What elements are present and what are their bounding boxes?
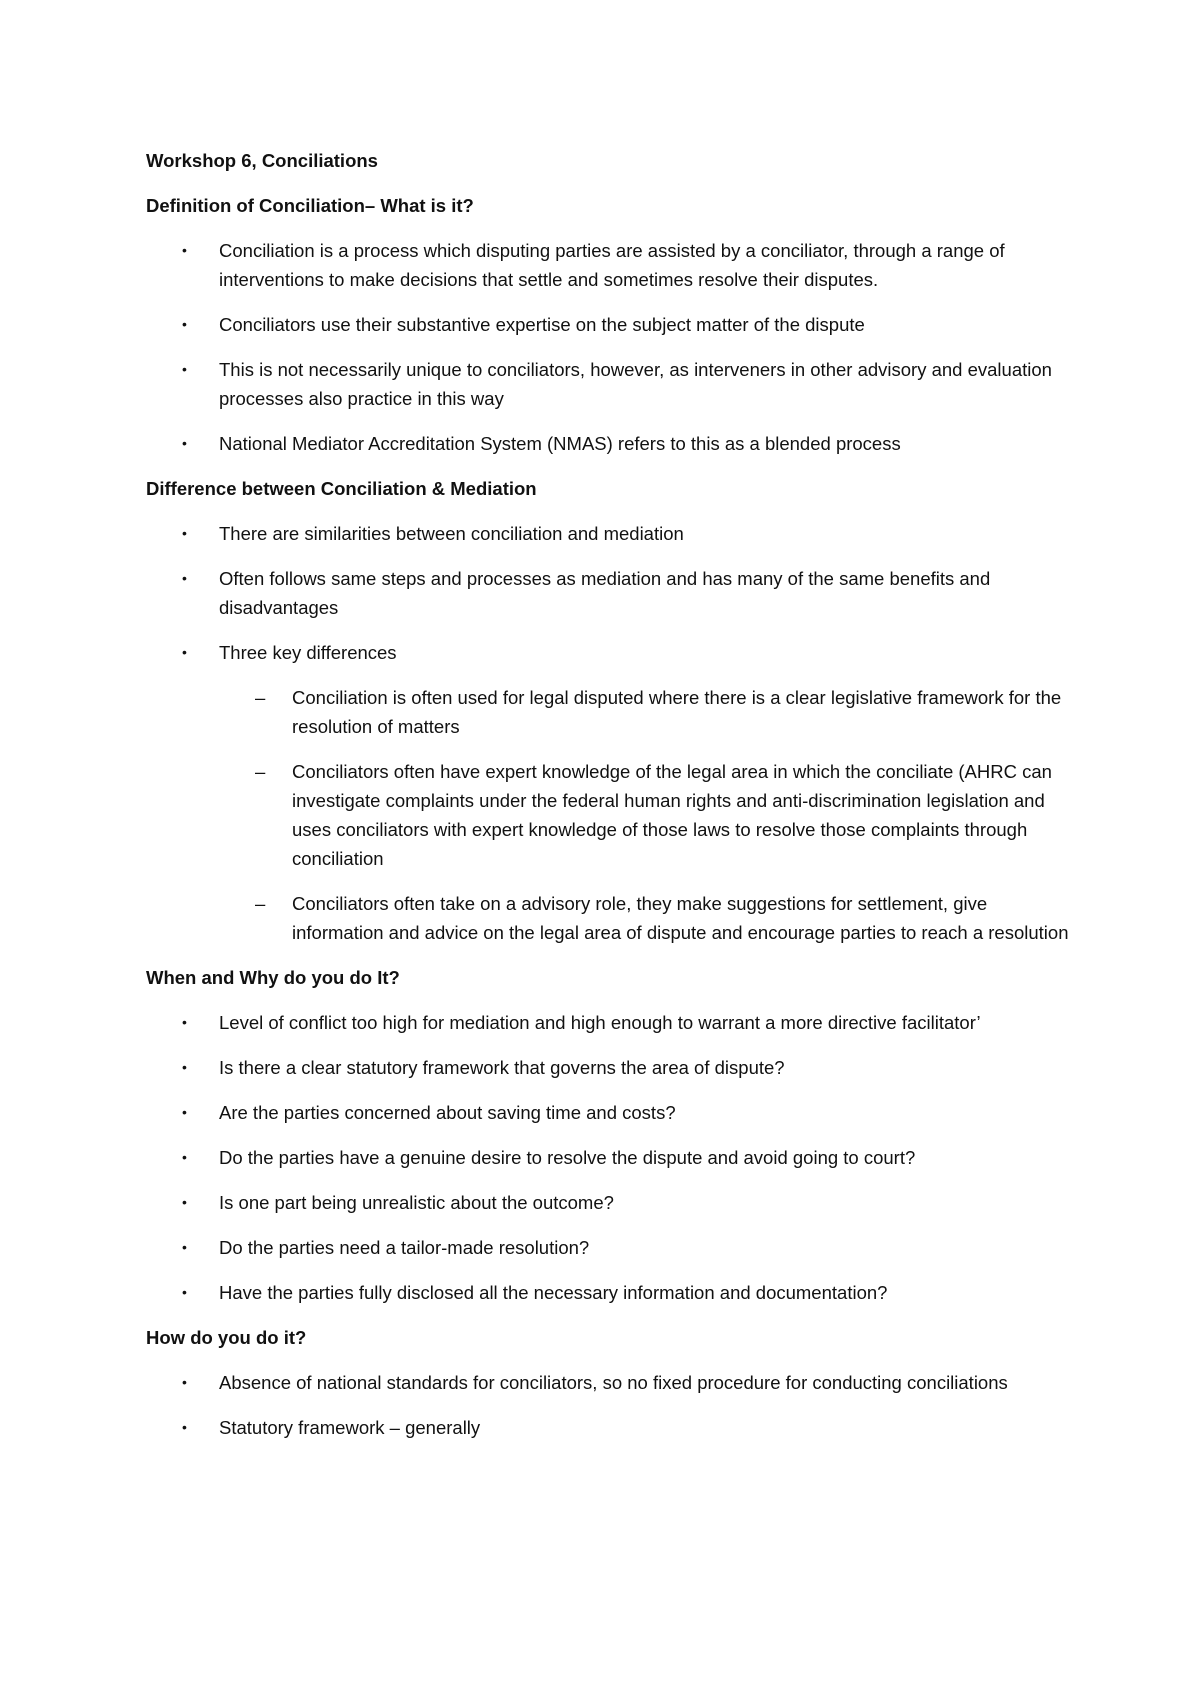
bullet-icon: • — [182, 525, 187, 541]
bullet-icon: • — [182, 1284, 187, 1300]
sub-item — [219, 757, 1076, 873]
bullet-icon: • — [182, 242, 187, 258]
section-heading: Definition of Conciliation– What is it? — [146, 195, 474, 216]
bullet-text: Have the parties fully disclosed all the necessary information and documentation? — [219, 1282, 888, 1303]
bullet-item — [146, 1233, 1076, 1262]
bullet-item — [146, 564, 1076, 622]
bullet-item — [146, 1188, 1076, 1217]
document-body — [146, 191, 1076, 1442]
bullet-text: Absence of national standards for conciliators, so no fixed procedure for conducting conciliations — [219, 1372, 1008, 1393]
bullet-item — [146, 1143, 1076, 1172]
bullet-icon: • — [182, 1419, 187, 1435]
bullet-icon: • — [182, 1239, 187, 1255]
bullet-list — [146, 1008, 1076, 1307]
bullet-text: National Mediator Accreditation System (NMAS) refers to this as a blended process — [219, 433, 901, 454]
bullet-item — [146, 1278, 1076, 1307]
bullet-text: This is not necessarily unique to conciliators, however, as interveners in other advisory and evaluation processes also practice in this way — [219, 359, 1052, 409]
section-heading: Difference between Conciliation & Mediation — [146, 478, 537, 499]
bullet-list — [146, 519, 1076, 947]
bullet-text: Statutory framework – generally — [219, 1417, 481, 1438]
bullet-icon: • — [182, 1194, 187, 1210]
bullet-text: Are the parties concerned about saving time and costs? — [219, 1102, 676, 1123]
bullet-item — [146, 310, 1076, 339]
bullet-icon: • — [182, 1059, 187, 1075]
sub-list — [219, 683, 1076, 947]
bullet-item — [146, 1368, 1076, 1397]
document-title: Workshop 6, Conciliations — [146, 150, 378, 171]
bullet-icon: • — [182, 361, 187, 377]
bullet-item — [146, 429, 1076, 458]
bullet-item — [146, 1413, 1076, 1442]
section-heading: How do you do it? — [146, 1327, 307, 1348]
bullet-icon: • — [182, 316, 187, 332]
bullet-list — [146, 1368, 1076, 1442]
bullet-icon: • — [182, 1374, 187, 1390]
dash-icon: – — [255, 687, 266, 708]
bullet-text: Is there a clear statutory framework that governs the area of dispute? — [219, 1057, 785, 1078]
bullet-icon: • — [182, 435, 187, 451]
bullet-icon: • — [182, 1014, 187, 1030]
bullet-item — [146, 355, 1076, 413]
sub-item-text: Conciliators often take on a advisory role, they make suggestions for settlement, give information and advice on the legal area of dispute and encourage parties to reach a resolution — [292, 893, 1069, 943]
sub-item — [219, 683, 1076, 741]
bullet-text: Three key differences — [219, 642, 397, 663]
bullet-item — [146, 1098, 1076, 1127]
bullet-icon: • — [182, 644, 187, 660]
dash-icon: – — [255, 893, 266, 914]
bullet-icon: • — [182, 1149, 187, 1165]
bullet-text: Do the parties have a genuine desire to resolve the dispute and avoid going to court? — [219, 1147, 916, 1168]
sub-item-text: Conciliation is often used for legal disputed where there is a clear legislative framework for the resolution of matters — [292, 687, 1062, 737]
bullet-list — [146, 236, 1076, 458]
bullet-icon: • — [182, 570, 187, 586]
document-page — [146, 146, 1076, 1458]
bullet-text: Is one part being unrealistic about the outcome? — [219, 1192, 614, 1213]
section-heading: When and Why do you do It? — [146, 967, 400, 988]
sub-item-text: Conciliators often have expert knowledge of the legal area in which the conciliate (AHRC can investigate complaints under the federal human rights and anti-discrimination legislation and uses conciliators with expert knowledge of those laws to resolve those complaints through conciliation — [292, 761, 1052, 869]
bullet-item — [146, 638, 1076, 947]
bullet-text: There are similarities between conciliation and mediation — [219, 523, 684, 544]
bullet-item — [146, 1008, 1076, 1037]
bullet-text: Level of conflict too high for mediation and high enough to warrant a more directive facilitator’ — [219, 1012, 981, 1033]
bullet-item — [146, 1053, 1076, 1082]
bullet-text: Often follows same steps and processes as mediation and has many of the same benefits and disadvantages — [219, 568, 991, 618]
dash-icon: – — [255, 761, 266, 782]
bullet-item — [146, 519, 1076, 548]
bullet-text: Do the parties need a tailor-made resolution? — [219, 1237, 590, 1258]
bullet-icon: • — [182, 1104, 187, 1120]
bullet-text: Conciliation is a process which disputing parties are assisted by a conciliator, through a range of interventions to make decisions that settle and sometimes resolve their disputes. — [219, 240, 1005, 290]
bullet-text: Conciliators use their substantive expertise on the subject matter of the dispute — [219, 314, 865, 335]
sub-item — [219, 889, 1076, 947]
bullet-item — [146, 236, 1076, 294]
